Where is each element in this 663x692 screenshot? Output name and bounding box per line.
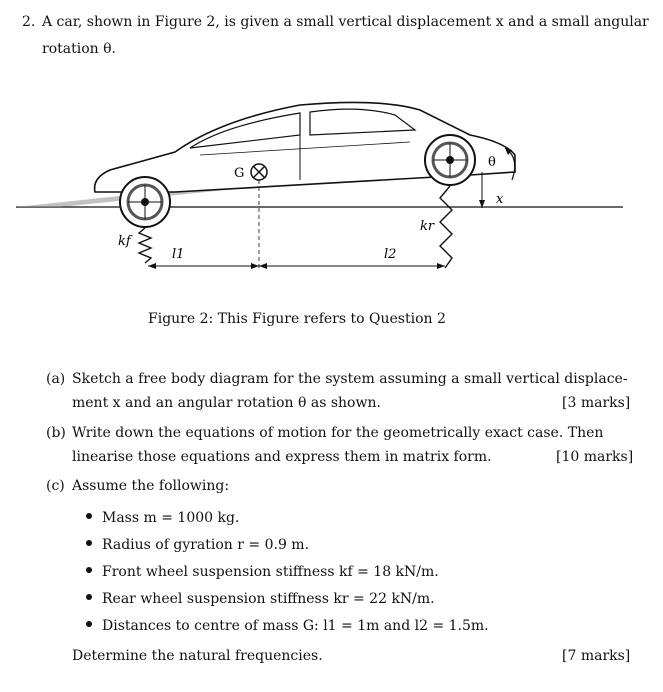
bullet-icon [86,567,92,573]
part-c-line1: Assume the following: [72,478,230,494]
label-G: G [234,166,245,181]
front-spring [139,228,151,263]
question-text-line2: rotation θ. [42,41,116,57]
front-wheel [120,177,170,227]
bullet-icon [86,594,92,600]
list-item: Front wheel suspension stiffness kf = 18 kN/m. [86,564,439,580]
list-item: Rear wheel suspension stiffness kr = 22 kN/m. [86,591,435,607]
label-kr: kr [420,219,435,234]
label-theta: θ [488,155,496,170]
list-item: Mass m = 1000 kg. [86,510,239,526]
car-figure [0,80,663,290]
part-b-line2: linearise those equations and express them in matrix form. [72,449,492,465]
label-l2: l2 [384,247,397,262]
question-text-line1: A car, shown in Figure 2, is given a small vertical displacement x and a small angular [42,14,649,30]
part-b-line1: Write down the equations of motion for the geometrically exact case. Then [72,425,604,441]
label-kf: kf [118,234,131,249]
question-number: 2. [22,14,36,30]
part-b-label: (b) [46,425,66,441]
part-c-marks: [7 marks] [562,648,631,664]
figure-caption: Figure 2: This Figure refers to Question 2 [148,311,446,327]
part-c-closing: Determine the natural frequencies. [72,648,323,664]
list-item: Radius of gyration r = 0.9 m. [86,537,309,553]
bullet-icon [86,621,92,627]
rear-spring [440,186,452,268]
part-a-marks: [3 marks] [562,395,631,411]
bullet-icon [86,513,92,519]
rear-wheel [425,135,475,185]
part-b-marks: [10 marks] [556,449,634,465]
list-item: Distances to centre of mass G: l1 = 1m and l2 = 1.5m. [86,618,489,634]
centre-of-mass-marker [251,164,267,180]
part-a-label: (a) [46,371,66,387]
part-a-line2: ment x and an angular rotation θ as shown. [72,395,381,411]
part-c-label: (c) [46,478,65,494]
label-l1: l1 [172,247,185,262]
bullet-icon [86,540,92,546]
label-x: x [496,192,504,207]
part-a-line1: Sketch a free body diagram for the system assuming a small vertical displace- [72,371,628,387]
